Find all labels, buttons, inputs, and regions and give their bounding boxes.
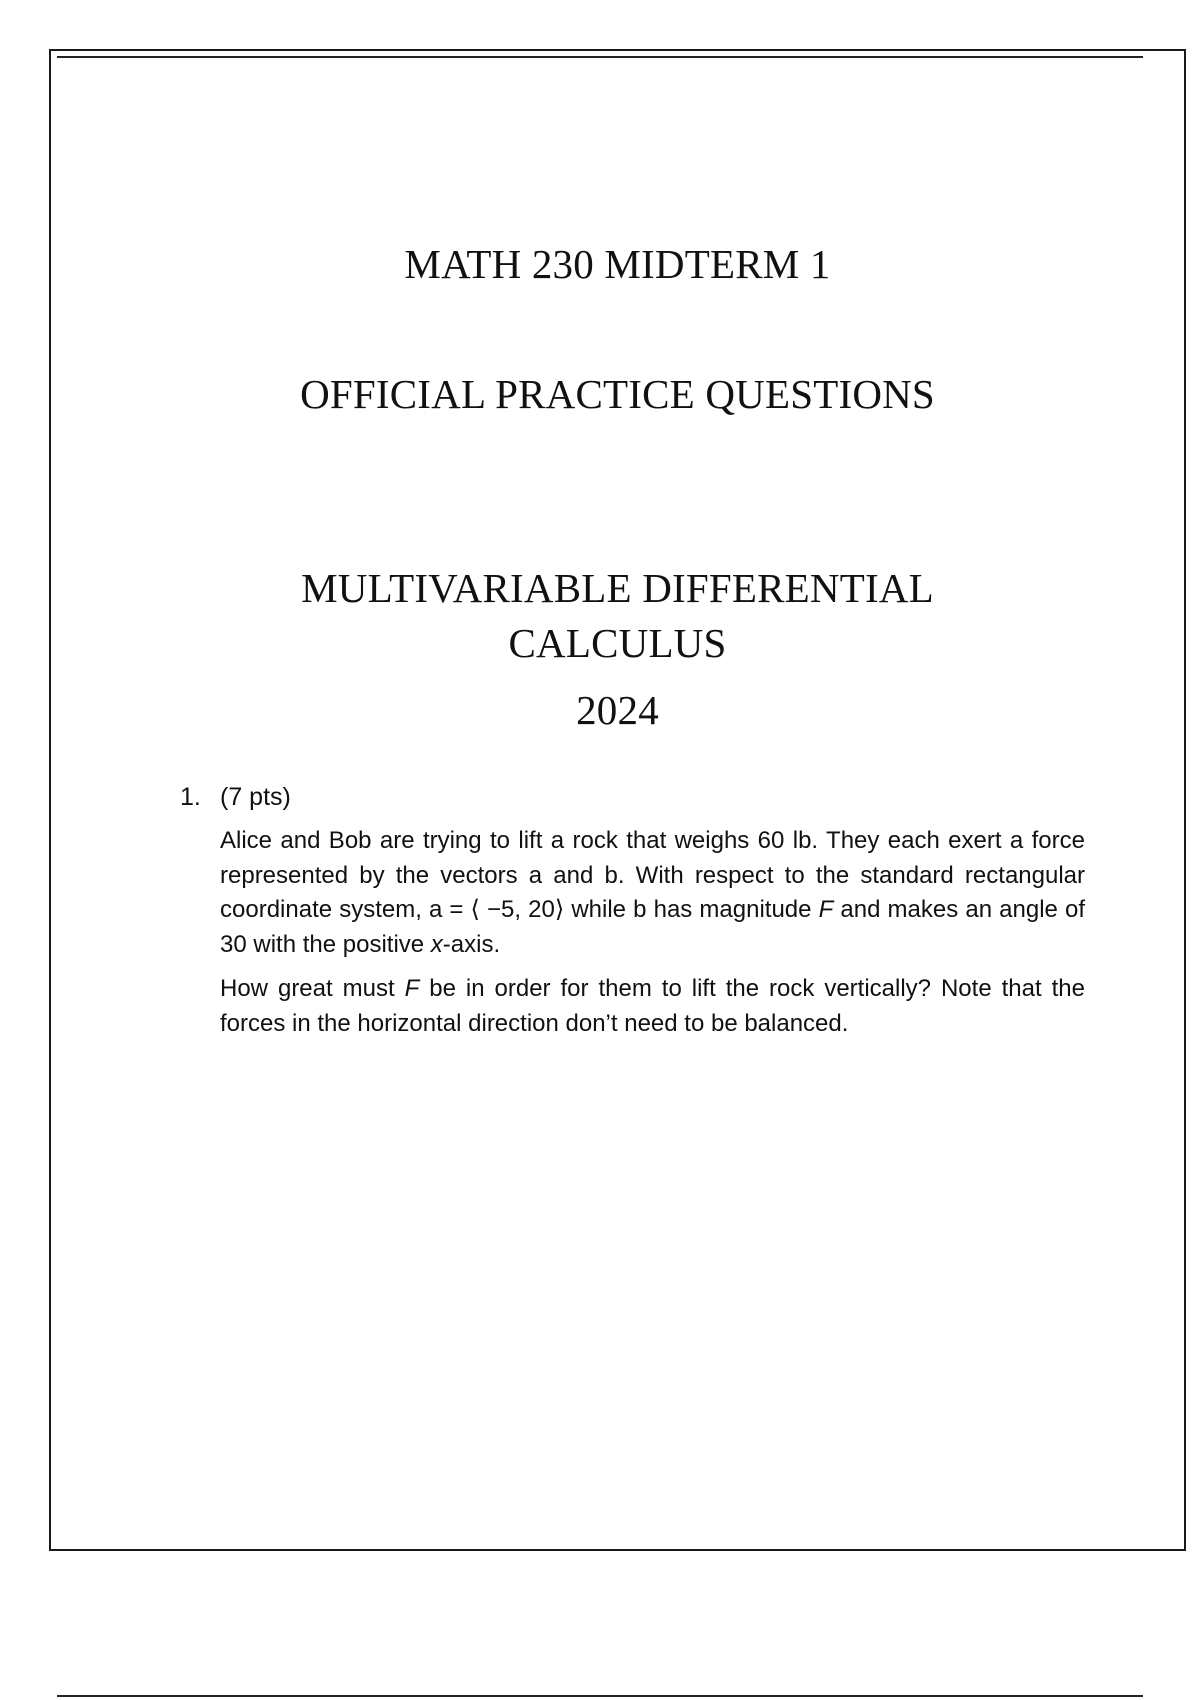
question-points: (7 pts) bbox=[220, 783, 291, 811]
paragraph-1-text-b: and makes an angle of 30 with the positive bbox=[220, 896, 1085, 958]
exam-title: MATH 230 MIDTERM 1 bbox=[404, 241, 831, 287]
question-1 bbox=[180, 780, 1085, 1041]
paragraph-2-text-b: be in order for them to lift the rock vertically? Note that the forces in the horizontal direction don’t need to be balanced. bbox=[220, 975, 1085, 1037]
question-header bbox=[180, 780, 1085, 814]
question-paragraph-2 bbox=[220, 972, 1085, 1041]
question-body bbox=[220, 824, 1085, 1041]
exam-subtitle: OFFICIAL PRACTICE QUESTIONS bbox=[300, 371, 935, 417]
paragraph-2-text-a: How great must bbox=[220, 975, 405, 1002]
variable-x: x bbox=[430, 930, 443, 958]
variable-f: F bbox=[404, 975, 420, 1002]
question-paragraph-1 bbox=[220, 824, 1085, 962]
paragraph-1-text-c: -axis. bbox=[442, 930, 501, 958]
top-rule bbox=[57, 56, 1143, 58]
variable-f: F bbox=[818, 896, 834, 923]
question-number: 1. bbox=[180, 783, 201, 811]
course-name-line-2: CALCULUS bbox=[508, 620, 727, 666]
exam-year: 2024 bbox=[576, 687, 659, 733]
bottom-rule bbox=[57, 1695, 1143, 1697]
course-name-line-1: MULTIVARIABLE DIFFERENTIAL bbox=[301, 565, 934, 611]
paragraph-1-text-a: Alice and Bob are trying to lift a rock that weighs 60 lb. They each exert a force represented by the vectors a and b. With respect to the standard rectangular coordinate system, a = ⟨ −5, 20⟩ while b has magnitude bbox=[220, 827, 1085, 923]
